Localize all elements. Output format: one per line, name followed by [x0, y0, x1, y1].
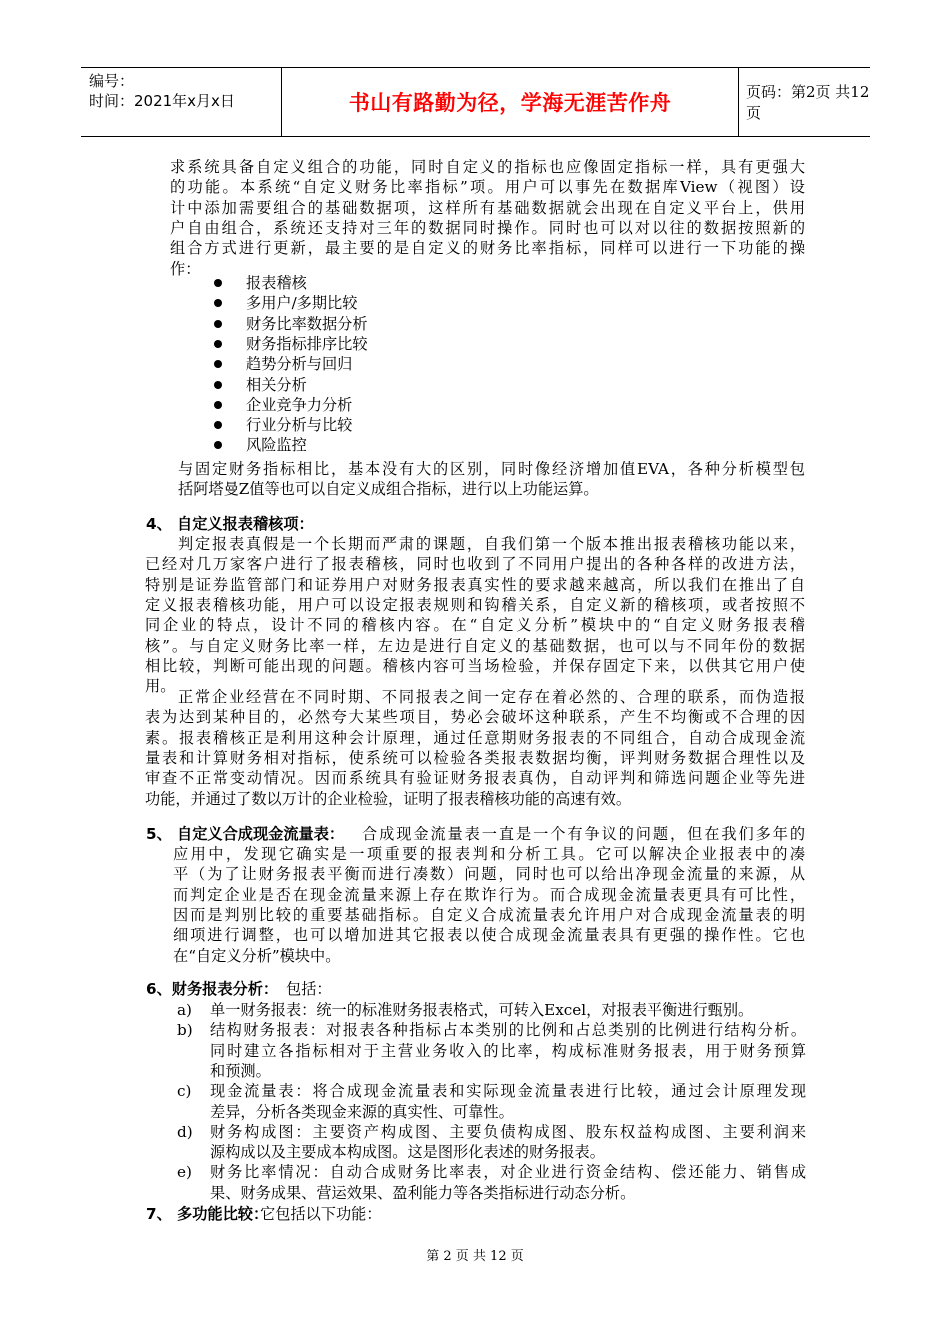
list-item-line: 同时建立各指标相对于主营业务收入的比率，构成标准财务报表，用于财务预算 [210, 1041, 806, 1060]
section-4-para2-line: 正常企业经营在不同时期、不同报表之间一定存在着必然的、合理的联系，而伪造报 [178, 688, 805, 706]
section-7-heading: 7、 多功能比较： [146, 1205, 269, 1223]
bullet-item: 行业分析与比较 [246, 416, 353, 435]
bullet-dot-icon [214, 421, 222, 429]
list-item-line: 财务构成图：主要资产构成图、主要负债构成图、股东权益构成图、主要利润来 [210, 1122, 806, 1141]
section-5-line: 合成现金流量表一直是一个有争议的问题，但在我们多年的 [362, 825, 805, 843]
section-4-para1-line: 判定报表真假是一个长期而严肃的课题，自我们第一个版本推出报表稽核功能以来， [178, 535, 805, 553]
section-4-para1-line: 核”。与自定义财务比率一样，左边是进行自定义的基础数据，也可以与不同年份的数据 [145, 636, 805, 655]
list-item-marker: c) [177, 1082, 192, 1101]
intro-line: 的功能。本系统“自定义财务比率指标”项。用户可以事先在数据库View（视图）设 [170, 178, 805, 197]
bullet-dot-icon [214, 381, 222, 389]
section-4-para1-line: 定义报表稽核功能，用户可以设定报表规则和钩稽关系，自定义新的稽核项，或者按照不 [145, 595, 805, 614]
section-4-para2-line: 素。报表稽核正是利用这种会计原理，通过任意期财务报表的不同组合，自动合成现金流 [145, 728, 805, 747]
bullet-item: 相关分析 [246, 375, 307, 394]
intro-line: 计中添加需要组合的基础数据项，这样所有基础数据就会出现在自定义平台上，供用 [170, 198, 805, 217]
page-footer: 第 2 页 共 12 页 [426, 1249, 524, 1264]
header-page-info: 页码：第2页 共12页 [746, 83, 870, 122]
bullet-dot-icon [214, 279, 222, 287]
list-item-marker: b) [177, 1021, 193, 1040]
section-5-line: 而判定企业是否在现金流量来源上存在欺诈行为。而合成现金流量表更具有可比性， [173, 885, 805, 904]
after-bullets-line: 括阿塔曼Z值等也可以自定义成组合指标，进行以上功能运算。 [178, 480, 599, 499]
section-4-para1-line: 用。 [145, 677, 176, 696]
section-4-heading: 4、 自定义报表稽核项： [146, 515, 314, 533]
bullet-item: 财务指标排序比较 [246, 334, 368, 353]
section-6-heading: 6、财务报表分析： [146, 980, 279, 998]
header-motto: 书山有路勤为径，学海无涯苦作舟 [348, 91, 672, 115]
intro-line: 组合方式进行更新，最主要的是自定义的财务比率指标，同样可以进行一下功能的操 [170, 239, 805, 258]
bullet-item: 多用户/多期比较 [246, 294, 358, 313]
bullet-item: 趋势分析与回归 [246, 355, 353, 374]
section-5-line: 因而是判别比较的重要基础指标。自定义合成流量表允许用户对合成现金流量表的明 [173, 905, 805, 924]
list-item-line: 源构成以及主要成本构成图。这是图形化表述的财务报表。 [210, 1143, 605, 1162]
list-item-line: 和预测。 [210, 1061, 271, 1080]
section-5-line: 应用中，发现它确实是一项重要的报表判和分析工具。它可以解决企业报表中的凑 [173, 845, 805, 863]
list-item-marker: a) [177, 1001, 192, 1019]
section-4-para2-line: 量表和计算财务相对指标，使系统可以检验各类报表数据均衡，评判财务数据合理性以及 [145, 748, 805, 767]
section-4-para1-line: 相比较，判断可能出现的问题。稽核内容可当场检验，并保存固定下来，以供其它用户使 [145, 656, 805, 675]
bullet-item: 报表稽核 [246, 274, 307, 292]
document-number-label: 编号： [89, 72, 135, 90]
list-item-line: 现金流量表：将合成现金流量表和实际现金流量表进行比较，通过会计原理发现 [210, 1082, 806, 1101]
section-4-para1-line: 特别是证券监管部门和证券用户对财务报表真实性的要求越来越高，所以我们在推出了自 [145, 575, 805, 594]
list-item-marker: d) [177, 1122, 193, 1141]
list-item-line: 财务比率情况：自动合成财务比率表，对企业进行资金结构、偿还能力、销售成 [210, 1163, 806, 1182]
bullet-dot-icon [214, 360, 222, 368]
section-4-para2-line: 表为达到某种目的，必然夸大某些项目，势必会破坏这种联系，产生不均衡或不合理的因 [145, 708, 805, 727]
section-7-heading-rest: 它包括以下功能： [260, 1205, 382, 1223]
list-item-marker: e) [177, 1163, 192, 1182]
bullet-item: 企业竞争力分析 [246, 395, 353, 414]
bullet-dot-icon [214, 299, 222, 307]
intro-line: 作： [170, 259, 201, 278]
section-6-heading-rest: 包括： [286, 980, 332, 998]
intro-line: 求系统具备自定义组合的功能，同时自定义的指标也应像固定指标一样，具有更强大 [170, 158, 805, 176]
section-4-para1-line: 同企业的特点，设计不同的稽核内容。在“自定义分析”模块中的“自定义财务报表稽 [145, 616, 805, 635]
section-4-para2-line: 功能，并通过了数以万计的企业检验，证明了报表稽核功能的高速有效。 [145, 789, 631, 808]
list-item-line: 果、财务成果、营运效果、盈利能力等各类指标进行动态分析。 [210, 1183, 636, 1202]
after-bullets-line: 与固定财务指标相比，基本没有大的区别，同时像经济增加值EVA，各种分析模型包 [178, 460, 805, 478]
section-5-line: 平（为了让财务报表平衡而进行凑数）问题，同时也可以给出净现金流量的来源，从 [173, 865, 805, 884]
list-item-line: 结构财务报表：对报表各种指标占本类别的比例和占总类别的比例进行结构分析。 [210, 1021, 806, 1040]
bullet-dot-icon [214, 340, 222, 348]
list-item-line: 差异，分析各类现金来源的真实性、可靠性。 [210, 1102, 514, 1121]
bullet-dot-icon [214, 320, 222, 328]
bullet-dot-icon [214, 441, 222, 449]
section-5-line: 在“自定义分析”模块中。 [173, 946, 341, 965]
section-4-para2-line: 审查不正常变动情况。因而系统具有验证财务报表真伪，自动评判和筛选问题企业等先进 [145, 769, 805, 788]
list-item-line: 单一财务报表：统一的标准财务报表格式，可转入Excel，对报表平衡进行甄别。 [210, 1001, 754, 1019]
bullet-item: 风险监控 [246, 436, 307, 455]
section-5-heading: 5、 自定义合成现金流量表： [146, 825, 345, 843]
section-4-para1-line: 已经对几万家客户进行了报表稽核，同时也收到了不同用户提出的各种各样的改进方法， [145, 555, 805, 574]
intro-line: 户自由组合，系统还支持对三年的数据同时操作。同时也可以对以往的数据按照新的 [170, 218, 805, 237]
document-date: 时间：2021年x月x日 [89, 92, 235, 110]
bullet-item: 财务比率数据分析 [246, 314, 368, 333]
section-5-line: 细项进行调整，也可以增加进其它报表以使合成现金流量表具有更强的操作性。它也 [173, 926, 805, 945]
bullet-dot-icon [214, 401, 222, 409]
